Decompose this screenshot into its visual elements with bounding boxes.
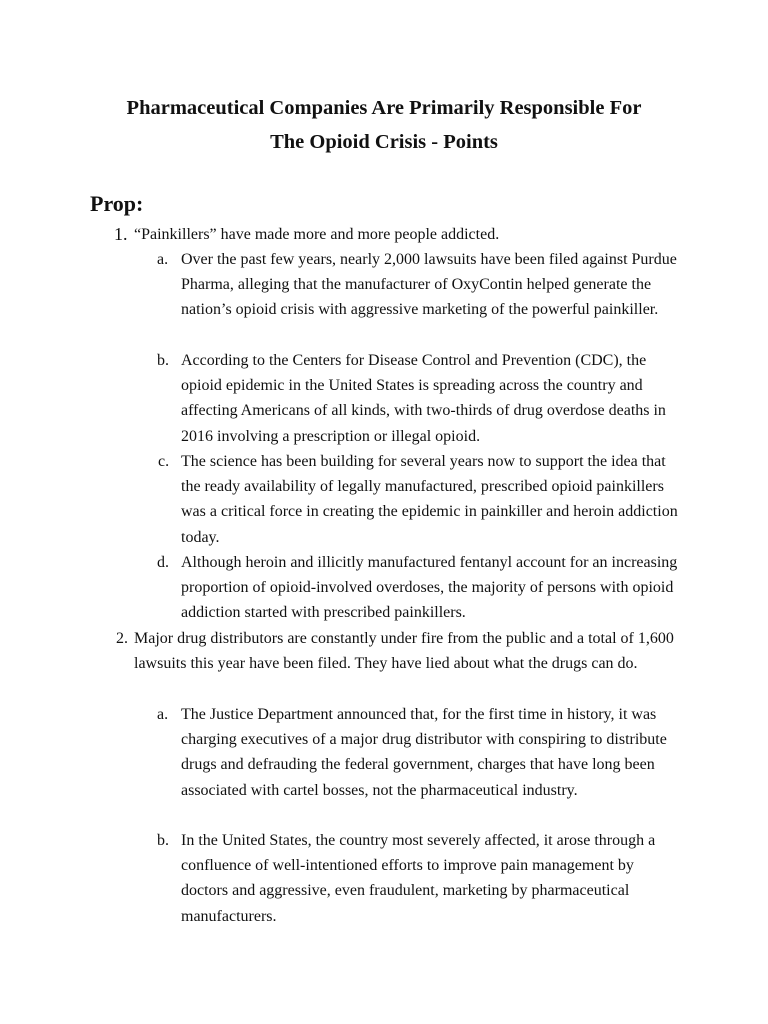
sub-item-letter: a.: [157, 706, 169, 723]
sub-item-text: The science has been building for several years now to support the idea that the ready availability of legally manufactured, prescribed opioid painkillers was a critical force in creating the epidemic in painkiller and heroin addiction today.: [181, 453, 678, 546]
sub-item-letter: b.: [157, 832, 169, 849]
list-item-number: 2.: [116, 630, 128, 647]
sub-item-text: According to the Centers for Disease Control and Prevention (CDC), the opioid epidemic in the United States is spreading across the country and affecting Americans of all kinds, with two-thirds of drug overdose deaths in 2016 involving a prescription or illegal opioid.: [181, 352, 666, 445]
document-title-line-2: The Opioid Crisis - Points: [270, 131, 498, 153]
list-item-number: 1.: [114, 224, 128, 244]
sub-item-text: Over the past few years, nearly 2,000 lawsuits have been filed against Purdue Pharma, alleging that the manufacturer of OxyContin helped generate the nation’s opioid crisis with aggressive marketing of the powerful painkiller.: [181, 251, 677, 319]
sub-item-text: In the United States, the country most severely affected, it arose through a confluence of well-intentioned efforts to improve pain management by doctors and aggressive, even fraudulent, marketing by pharmaceutical manufacturers.: [181, 832, 656, 925]
sub-item-letter: a.: [157, 251, 169, 268]
sub-item-letter: b.: [157, 352, 169, 369]
document-title-line-1: Pharmaceutical Companies Are Primarily Responsible For: [126, 97, 642, 119]
list-item-text: Major drug distributors are constantly under fire from the public and a total of 1,600 lawsuits this year have been filed. They have lied about what the drugs can do.: [134, 630, 674, 673]
sub-item-letter: c.: [158, 453, 170, 470]
sub-item-letter: d.: [157, 554, 169, 571]
sub-item-text: The Justice Department announced that, for the first time in history, it was charging executives of a major drug distributor with conspiring to distribute drugs and defrauding the federal government, charges that have long been associated with cartel bosses, not the pharmaceutical industry.: [181, 706, 667, 799]
sub-item-text: Although heroin and illicitly manufactured fentanyl account for an increasing proportion of opioid-involved overdoses, the majority of persons with opioid addiction started with prescribed painkillers.: [181, 554, 678, 622]
list-item-text: “Painkillers” have made more and more people addicted.: [134, 226, 500, 243]
section-heading: Prop:: [90, 191, 144, 216]
